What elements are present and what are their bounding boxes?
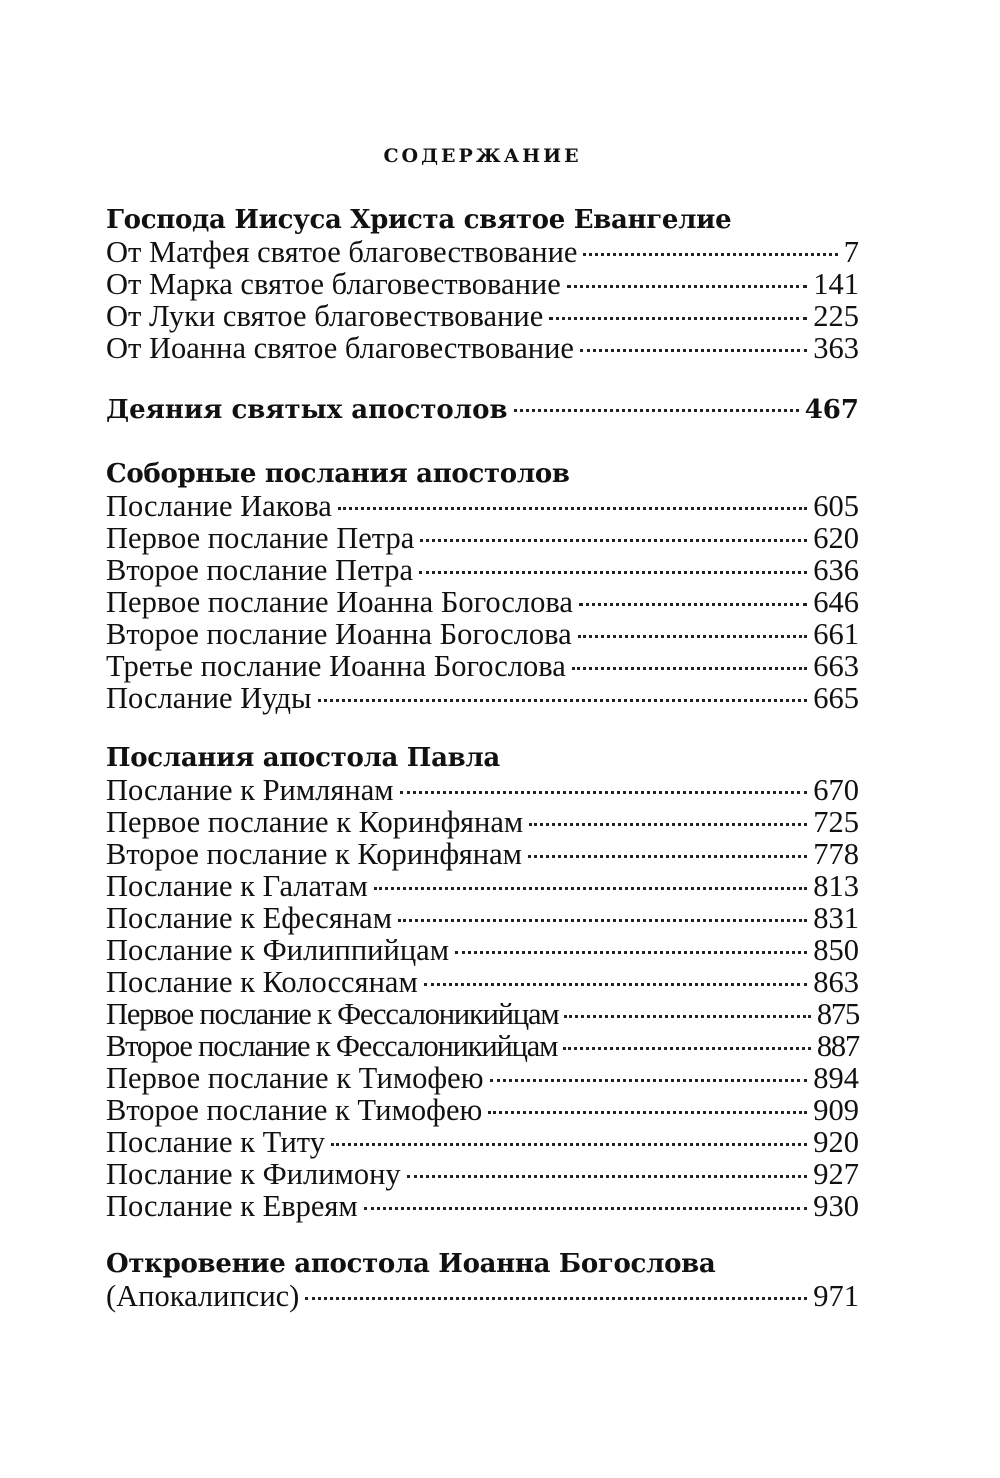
dot-leader — [529, 823, 807, 826]
toc-entry-page: 670 — [813, 773, 859, 807]
toc-entry-label: Второе послание Иоанна Богослова — [106, 617, 572, 651]
toc-entry-label: Первое послание Иоанна Богослова — [106, 585, 573, 619]
dot-leader — [528, 855, 807, 858]
toc-entry-page: 7 — [843, 235, 859, 269]
toc-entry-label: Послание к Титу — [106, 1125, 325, 1159]
dot-leader — [419, 571, 807, 574]
toc-entry[interactable] — [106, 966, 859, 998]
toc-entry[interactable] — [106, 1158, 859, 1190]
toc-entry[interactable] — [106, 1062, 859, 1094]
toc-entry-page: 831 — [813, 901, 859, 935]
toc-entry[interactable] — [106, 554, 859, 586]
toc-entry-page: 363 — [813, 331, 859, 365]
dot-leader — [580, 349, 807, 352]
toc-entry-page: 778 — [813, 837, 859, 871]
section-revelation — [106, 1248, 859, 1312]
dot-leader — [514, 409, 799, 412]
toc-entry-label: Третье послание Иоанна Богослова — [106, 649, 566, 683]
section-heading: Откровение апостола Иоанна Богослова — [106, 1249, 716, 1279]
dot-leader — [407, 1175, 808, 1178]
dot-leader — [488, 1111, 807, 1114]
toc-entry-page: 225 — [813, 299, 859, 333]
toc-entry-label: Послание к Филиппийцам — [106, 933, 449, 967]
dot-leader — [400, 791, 808, 794]
toc-entry-page: 887 — [816, 1029, 859, 1063]
section-pauline-epistles — [106, 742, 859, 1222]
dot-leader — [563, 1047, 811, 1050]
dot-leader — [331, 1143, 807, 1146]
toc-entry[interactable] — [106, 1280, 859, 1312]
dot-leader — [579, 603, 807, 606]
toc-entry-label: Послание Иакова — [106, 489, 332, 523]
toc-entry[interactable] — [106, 332, 859, 364]
toc-entry[interactable] — [106, 618, 859, 650]
toc-entry[interactable] — [106, 774, 859, 806]
toc-entry-page: 930 — [813, 1189, 859, 1223]
dot-leader — [564, 1015, 810, 1018]
toc-entry-label: Второе послание к Коринфянам — [106, 837, 522, 871]
section-gospel — [106, 204, 859, 364]
toc-entry-label: Первое послание к Тимофею — [106, 1061, 484, 1095]
toc-entry-label: Послание Иуды — [106, 681, 312, 715]
dot-leader — [364, 1207, 808, 1210]
toc-entry[interactable] — [106, 586, 859, 618]
dot-leader — [578, 635, 808, 638]
toc-entry-page: 620 — [813, 521, 859, 555]
toc-entry-label: Послание к Галатам — [106, 869, 368, 903]
section-heading: Господа Иисуса Христа святое Евангелие — [106, 205, 732, 235]
dot-leader — [567, 285, 808, 288]
section-acts — [106, 394, 859, 426]
toc-entry[interactable] — [106, 268, 859, 300]
toc-entry-label: Второе послание к Тимофею — [106, 1093, 483, 1127]
toc-entry[interactable] — [106, 902, 859, 934]
toc-entry-page: 894 — [813, 1061, 859, 1095]
section-heading: Послания апостола Павла — [106, 743, 500, 773]
toc-entry[interactable] — [106, 394, 859, 426]
toc-entry-page: 665 — [813, 681, 859, 715]
toc-entry-page: 850 — [813, 933, 859, 967]
toc-entry-label: Послание к Римлянам — [106, 773, 394, 807]
toc-entry-label: От Луки святое благовествование — [106, 299, 544, 333]
toc-entry-label: Первое послание Петра — [106, 521, 415, 555]
toc-entry[interactable] — [106, 998, 859, 1030]
page-title: содержание — [383, 138, 582, 169]
toc-entry-label: Второе послание Петра — [106, 553, 414, 587]
toc-entry[interactable] — [106, 806, 859, 838]
toc-entry-page: 663 — [813, 649, 859, 683]
toc-entry-page: 909 — [813, 1093, 859, 1127]
toc-entry[interactable] — [106, 300, 859, 332]
toc-entry-label: Послание к Филимону — [106, 1157, 401, 1191]
dot-leader — [338, 507, 807, 510]
dot-leader — [398, 919, 807, 922]
toc-entry-label: Первое послание к Коринфянам — [106, 805, 524, 839]
dot-leader — [572, 667, 807, 670]
toc-entry-label: Первое послание к Фессалоникийцам — [106, 997, 559, 1031]
dot-leader — [374, 887, 807, 890]
toc-entry-page: 646 — [813, 585, 859, 619]
toc-entry-label: Деяния святых апостолов — [106, 395, 508, 425]
dot-leader — [549, 317, 807, 320]
toc-entry[interactable] — [106, 838, 859, 870]
dot-leader — [424, 983, 808, 986]
toc-entry-page: 141 — [813, 267, 859, 301]
toc-entry[interactable] — [106, 682, 859, 714]
toc-entry-page: 661 — [813, 617, 859, 651]
toc-entry-label: Послание к Колоссянам — [106, 965, 418, 999]
toc-entry[interactable] — [106, 650, 859, 682]
dot-leader — [420, 539, 807, 542]
dot-leader — [455, 951, 807, 954]
toc-entry[interactable] — [106, 490, 859, 522]
toc-entry[interactable] — [106, 1094, 859, 1126]
toc-entry[interactable] — [106, 934, 859, 966]
toc-entry-label: (Апокалипсис) — [106, 1279, 300, 1313]
section-heading: Соборные послания апостолов — [106, 459, 570, 489]
toc-entry-page: 875 — [816, 997, 859, 1031]
dot-leader — [490, 1079, 808, 1082]
dot-leader — [583, 253, 837, 256]
toc-entry[interactable] — [106, 1190, 859, 1222]
toc-entry-page: 863 — [813, 965, 859, 999]
toc-entry-label: Второе послание к Фессалоникийцам — [106, 1029, 558, 1063]
toc-entry-label: Послание к Евреям — [106, 1189, 358, 1223]
toc-entry-page: 605 — [813, 489, 859, 523]
toc-entry-label: От Матфея святое благовествование — [106, 235, 578, 269]
toc-entry-page: 636 — [813, 553, 859, 587]
dot-leader — [318, 699, 808, 702]
toc-entry[interactable] — [106, 870, 859, 902]
toc-entry-page: 813 — [813, 869, 859, 903]
toc-entry[interactable] — [106, 236, 859, 268]
toc-entry-page: 927 — [813, 1157, 859, 1191]
toc-entry[interactable] — [106, 1126, 859, 1158]
toc-entry[interactable] — [106, 1030, 859, 1062]
section-catholic-epistles — [106, 458, 859, 714]
toc-entry-page: 920 — [813, 1125, 859, 1159]
toc-entry-label: От Иоанна святое благовествование — [106, 331, 574, 365]
toc-entry-label: Послание к Ефесянам — [106, 901, 392, 935]
toc-entry-page: 467 — [804, 395, 859, 425]
toc-entry[interactable] — [106, 522, 859, 554]
dot-leader — [305, 1297, 807, 1300]
toc-entry-page: 725 — [813, 805, 859, 839]
toc-entry-label: От Марка святое благовествование — [106, 267, 561, 301]
toc-entry-page: 971 — [813, 1279, 859, 1313]
